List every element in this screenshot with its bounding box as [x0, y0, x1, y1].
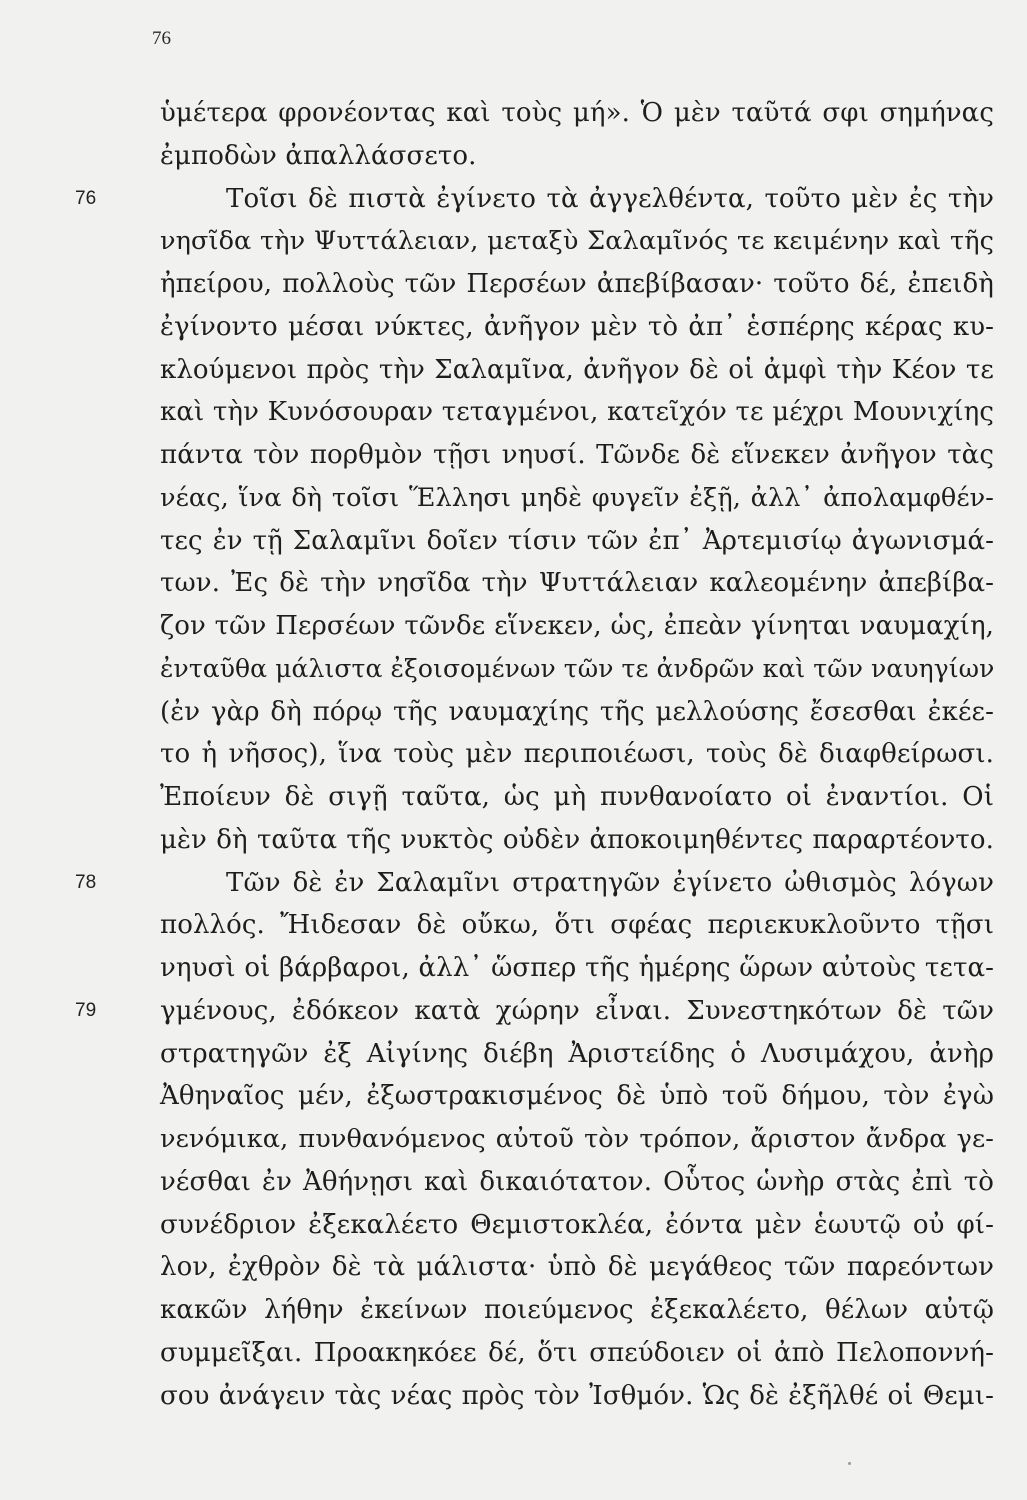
text-line: ζον τῶν Περσέων τῶνδε εἵνεκεν, ὡς, ἐπεὰν γίνηται ναυμαχίη,	[160, 611, 994, 641]
text-line: κακῶν λήθην ἐκείνων ποιεύμενος ἐξεκαλέετο, θέλων αὐτῷ	[160, 1295, 994, 1325]
text-line: ἐμποδὼν ἀπαλλάσσετο.	[160, 140, 477, 171]
text-line: κλούμενοι πρὸς τὴν Σαλαμῖνα, ἀνῆγον δὲ οἱ ἀμφὶ τὴν Κέον τε	[160, 354, 994, 385]
text-line: συνέδριον ἐξεκαλέετο Θεμιστοκλέα, ἐόντα μὲν ἑωυτῷ οὐ φί-	[160, 1209, 994, 1240]
text-line: των. Ἐς δὲ τὴν νησῖδα τὴν Ψυττάλειαν καλεομένην ἀπεβίβα-	[160, 568, 994, 599]
text-line: σου ἀνάγειν τὰς νέας πρὸς τὸν Ἰσθμόν. Ὡς δὲ ἐξῆλθέ οἱ Θεμι-	[160, 1380, 994, 1411]
text-line: (ἐν γὰρ δὴ πόρῳ τῆς ναυμαχίης τῆς μελλούσης ἔσεσθαι ἐκέε-	[160, 696, 994, 727]
chapter-number: 76	[75, 187, 97, 209]
page-number: 76	[152, 28, 171, 49]
chapter-number: 79	[75, 999, 97, 1021]
text-line: τες ἐν τῇ Σαλαμῖνι δοῖεν τίσιν τῶν ἐπ᾿ Ἀρτεμισίῳ ἀγωνισμά-	[160, 525, 994, 556]
chapter-number: 78	[75, 871, 97, 893]
text-line	[75, 990, 994, 1033]
text-line: λον, ἐχθρὸν δὲ τὰ μάλιστα· ὑπὸ δὲ μεγάθεος τῶν παρεόντων	[160, 1252, 994, 1283]
line-text: γμένους, ἐδόκεον κατὰ χώρην εἶναι. Συνεστηκότων δὲ τῶν	[160, 995, 994, 1026]
text-line: πολλός. Ἤιδεσαν δὲ οὔκω, ὅτι σφέας περιεκυκλοῦντο τῇσι	[160, 910, 994, 941]
text-line: καὶ τὴν Κυνόσουραν τεταγμένοι, κατεῖχόν τε μέχρι Μουνιχίης	[160, 397, 994, 428]
text-line: πάντα τὸν πορθμὸν τῇσι νηυσί. Τῶνδε δὲ εἵνεκεν ἀνῆγον τὰς	[160, 440, 994, 470]
text-line: νέας, ἵνα δὴ τοῖσι Ἕλλησι μηδὲ φυγεῖν ἐξῇ, ἀλλ᾿ ἀπολαμφθέν-	[160, 482, 994, 513]
text-line: νησῖδα τὴν Ψυττάλειαν, μεταξὺ Σαλαμῖνός τε κειμένην καὶ τῆς	[160, 226, 994, 257]
line-text: Τῶν δὲ ἐν Σαλαμῖνι στρατηγῶν ἐγίνετο ὠθισμὸς λόγων	[226, 867, 994, 898]
text-line: ὑμέτερα φρονέοντας καὶ τοὺς μή». Ὁ μὲν ταῦτά σφι σημήνας	[160, 98, 994, 128]
text-line: νέσθαι ἐν Ἀθήνῃσι καὶ δικαιότατον. Οὗτος ὡνὴρ στὰς ἐπὶ τὸ	[160, 1166, 994, 1197]
text-line: νενόμικα, πυνθανόμενος αὐτοῦ τὸν τρόπον, ἄριστον ἄνδρα γε-	[160, 1124, 994, 1154]
text-line: ἐνταῦθα μάλιστα ἐξοισομένων τῶν τε ἀνδρῶν καὶ τῶν ναυηγίων	[160, 653, 995, 683]
text-line: Ἐποίευν δὲ σιγῇ ταῦτα, ὡς μὴ πυνθανοίατο οἱ ἐναντίοι. Οἱ	[160, 782, 994, 812]
text-line: Ἀθηναῖος μέν, ἐξωστρακισμένος δὲ ὑπὸ τοῦ δήμου, τὸν ἐγὼ	[160, 1081, 994, 1112]
greek-text-body	[75, 92, 995, 1417]
text-line: στρατηγῶν ἐξ Αἰγίνης διέβη Ἀριστείδης ὁ Λυσιμάχου, ἀνὴρ	[160, 1038, 994, 1069]
text-line: συμμεῖξαι. Προακηκόεε δέ, ὅτι σπεύδοιεν οἱ ἀπὸ Πελοποννή-	[160, 1337, 994, 1368]
text-line: ἠπείρου, πολλοὺς τῶν Περσέων ἀπεβίβασαν· τοῦτο δέ, ἐπειδὴ	[160, 269, 994, 299]
text-line	[75, 862, 994, 905]
text-line: ἐγίνοντο μέσαι νύκτες, ἀνῆγον μὲν τὸ ἀπ᾿ ἑσπέρης κέρας κυ-	[160, 311, 994, 342]
line-text: Τοῖσι δὲ πιστὰ ἐγίνετο τὰ ἀγγελθέντα, τοῦτο μὲν ἐς τὴν	[226, 183, 994, 214]
text-line: το ἡ νῆσος), ἵνα τοὺς μὲν περιποιέωσι, τοὺς δὲ διαφθείρωσι.	[160, 739, 994, 770]
paper-speck	[848, 1462, 851, 1465]
text-line: νηυσὶ οἱ βάρβαροι, ἀλλ᾿ ὥσπερ τῆς ἡμέρης ὥρων αὐτοὺς τετα-	[160, 953, 994, 983]
text-line	[75, 178, 994, 221]
text-line: μὲν δὴ ταῦτα τῆς νυκτὸς οὐδὲν ἀποκοιμηθέντες παραρτέοντο.	[160, 824, 994, 855]
